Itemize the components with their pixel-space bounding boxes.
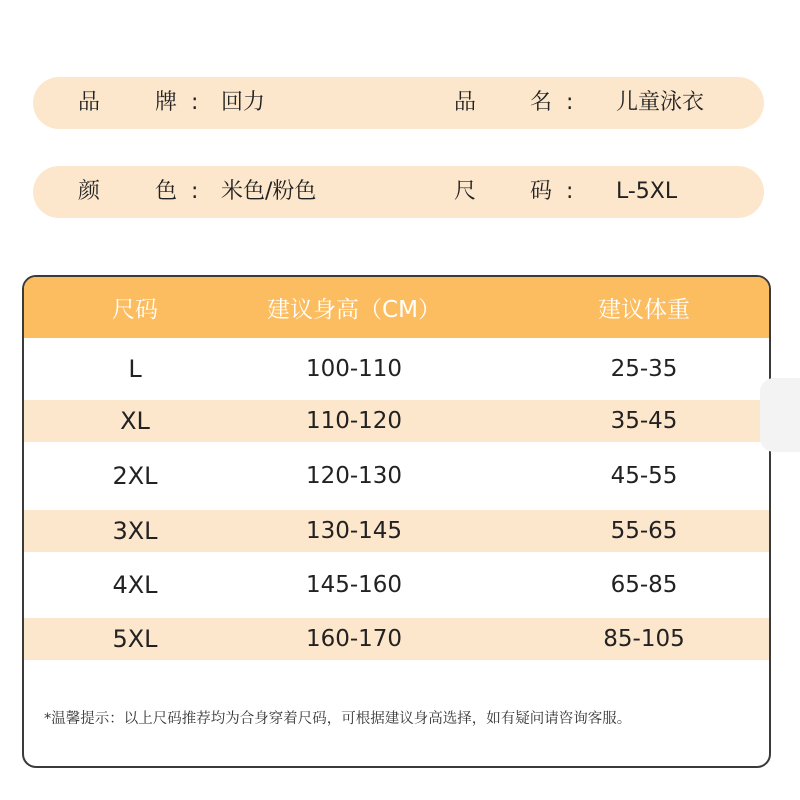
header-weight: 建议体重 (598, 297, 690, 323)
cell-height: 160-170 (305, 626, 403, 652)
label-size-char1: 尺 (454, 179, 477, 204)
cell-weight: 65-85 (610, 572, 678, 598)
cell-size: 2XL (112, 462, 158, 490)
size-chart-card (22, 275, 771, 768)
cell-size: 4XL (112, 571, 158, 599)
cell-weight: 55-65 (610, 518, 678, 544)
cell-size: 3XL (112, 517, 158, 545)
label-product-char1: 品 (454, 90, 477, 115)
value-brand: 回力 (221, 90, 266, 115)
cell-height: 145-160 (305, 572, 403, 598)
label-brand-colon: : (191, 90, 199, 115)
label-brand-char1: 品 (78, 90, 101, 115)
cell-height: 110-120 (305, 408, 403, 434)
label-product-colon: : (566, 90, 574, 115)
cell-size: L (128, 355, 142, 383)
label-color-char1: 颜 (78, 179, 101, 204)
table-row (24, 552, 769, 618)
header-size: 尺码 (112, 297, 158, 323)
side-scroll-tab[interactable] (760, 378, 800, 452)
value-product-name: 儿童泳衣 (616, 90, 705, 115)
info-bar-color-size (33, 166, 764, 218)
table-row (24, 442, 769, 510)
info-bar-brand-name (33, 77, 764, 129)
cell-size: XL (120, 407, 150, 435)
size-tip-note: *温馨提示：以上尺码推荐均为合身穿着尺码，可根据建议身高选择，如有疑问请咨询客服。 (44, 711, 632, 727)
cell-weight: 85-105 (603, 626, 685, 652)
value-color: 米色/粉色 (221, 179, 317, 204)
label-color-colon: : (191, 179, 199, 204)
cell-height: 120-130 (305, 463, 403, 489)
label-size-char2: 码 (530, 179, 553, 204)
cell-height: 130-145 (305, 518, 403, 544)
label-product-char2: 名 (530, 90, 553, 115)
size-table-header (24, 277, 769, 338)
table-row (24, 510, 769, 552)
label-color-char2: 色 (155, 179, 178, 204)
table-row (24, 400, 769, 442)
label-brand-char2: 牌 (155, 90, 178, 115)
label-size-colon: : (566, 179, 574, 204)
header-height: 建议身高（CM） (267, 297, 441, 323)
cell-weight: 45-55 (610, 463, 678, 489)
cell-size: 5XL (112, 625, 158, 653)
value-size-range: L-5XL (616, 179, 678, 204)
table-row (24, 338, 769, 400)
cell-weight: 35-45 (610, 408, 678, 434)
table-row (24, 618, 769, 660)
cell-weight: 25-35 (610, 356, 678, 382)
cell-height: 100-110 (305, 356, 403, 382)
